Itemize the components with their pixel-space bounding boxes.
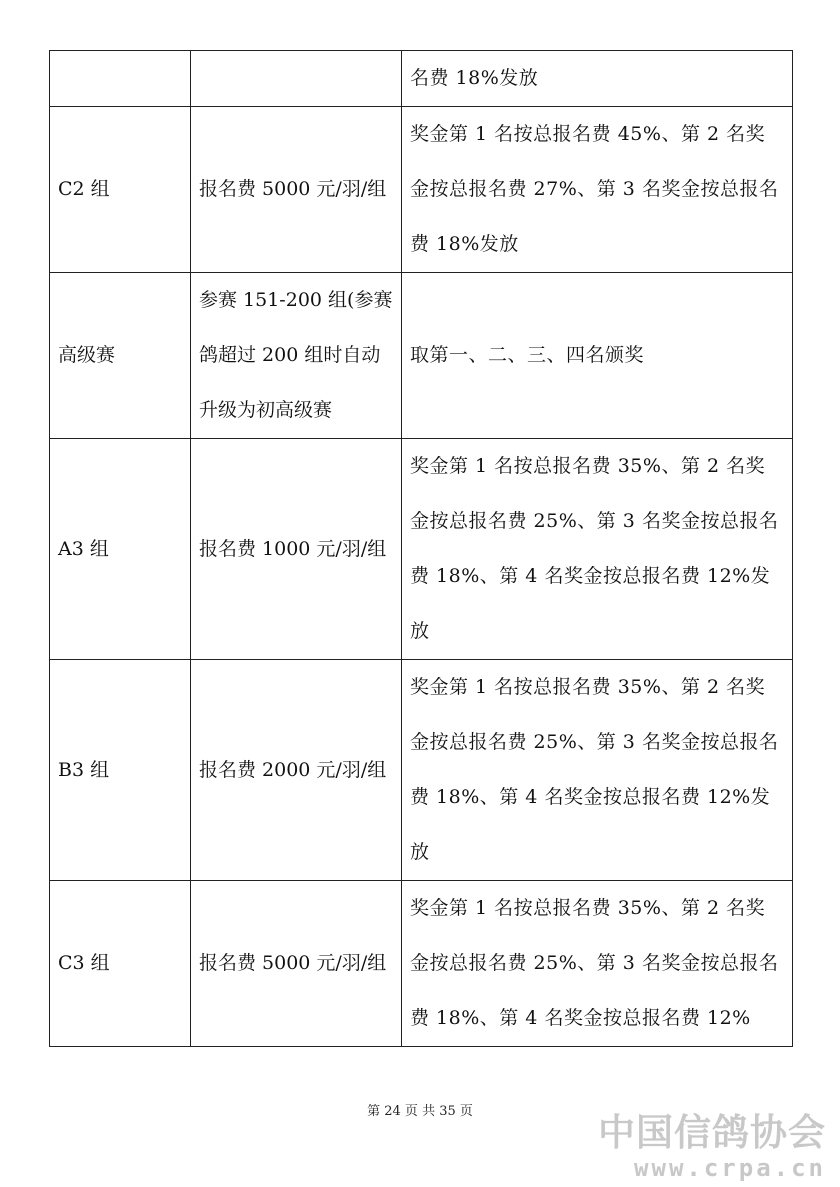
table-row [50, 51, 793, 107]
prize-cell: 奖金第 1 名按总报名费 35%、第 2 名奖金按总报名费 25%、第 3 名奖金按总报名费 18%、第 4 名奖金按总报名费 12%发放 [402, 439, 793, 660]
group-cell: 高级赛 [50, 273, 191, 439]
fee-cell: 报名费 2000 元/羽/组 [191, 660, 402, 881]
group-cell: C3 组 [50, 881, 191, 1047]
prize-cell: 奖金第 1 名按总报名费 35%、第 2 名奖金按总报名费 25%、第 3 名奖金按总报名费 18%、第 4 名奖金按总报名费 12% [402, 881, 793, 1047]
rules-table [49, 50, 793, 1047]
fee-cell: 报名费 5000 元/羽/组 [191, 107, 402, 273]
table-row [50, 273, 793, 439]
fee-cell: 报名费 5000 元/羽/组 [191, 881, 402, 1047]
watermark-name: 中国信鸽协会 [598, 1111, 826, 1154]
group-cell: A3 组 [50, 439, 191, 660]
watermark [586, 1112, 826, 1182]
group-cell: C2 组 [50, 107, 191, 273]
group-cell: B3 组 [50, 660, 191, 881]
table-row [50, 107, 793, 273]
table-row [50, 439, 793, 660]
group-cell [50, 51, 191, 107]
prize-cell: 取第一、二、三、四名颁奖 [402, 273, 793, 439]
page-number: 第 24 页 共 35 页 [367, 1104, 473, 1119]
table-row [50, 881, 793, 1047]
prize-cell: 奖金第 1 名按总报名费 45%、第 2 名奖金按总报名费 27%、第 3 名奖金按总报名费 18%发放 [402, 107, 793, 273]
prize-cell: 奖金第 1 名按总报名费 35%、第 2 名奖金按总报名费 25%、第 3 名奖金按总报名费 18%、第 4 名奖金按总报名费 12%发放 [402, 660, 793, 881]
fee-cell [191, 51, 402, 107]
prize-cell: 名费 18%发放 [402, 51, 793, 107]
watermark-url: www.crpa.cn [634, 1154, 826, 1182]
table-row [50, 660, 793, 881]
fee-cell: 报名费 1000 元/羽/组 [191, 439, 402, 660]
fee-cell: 参赛 151-200 组(参赛鸽超过 200 组时自动升级为初高级赛 [191, 273, 402, 439]
